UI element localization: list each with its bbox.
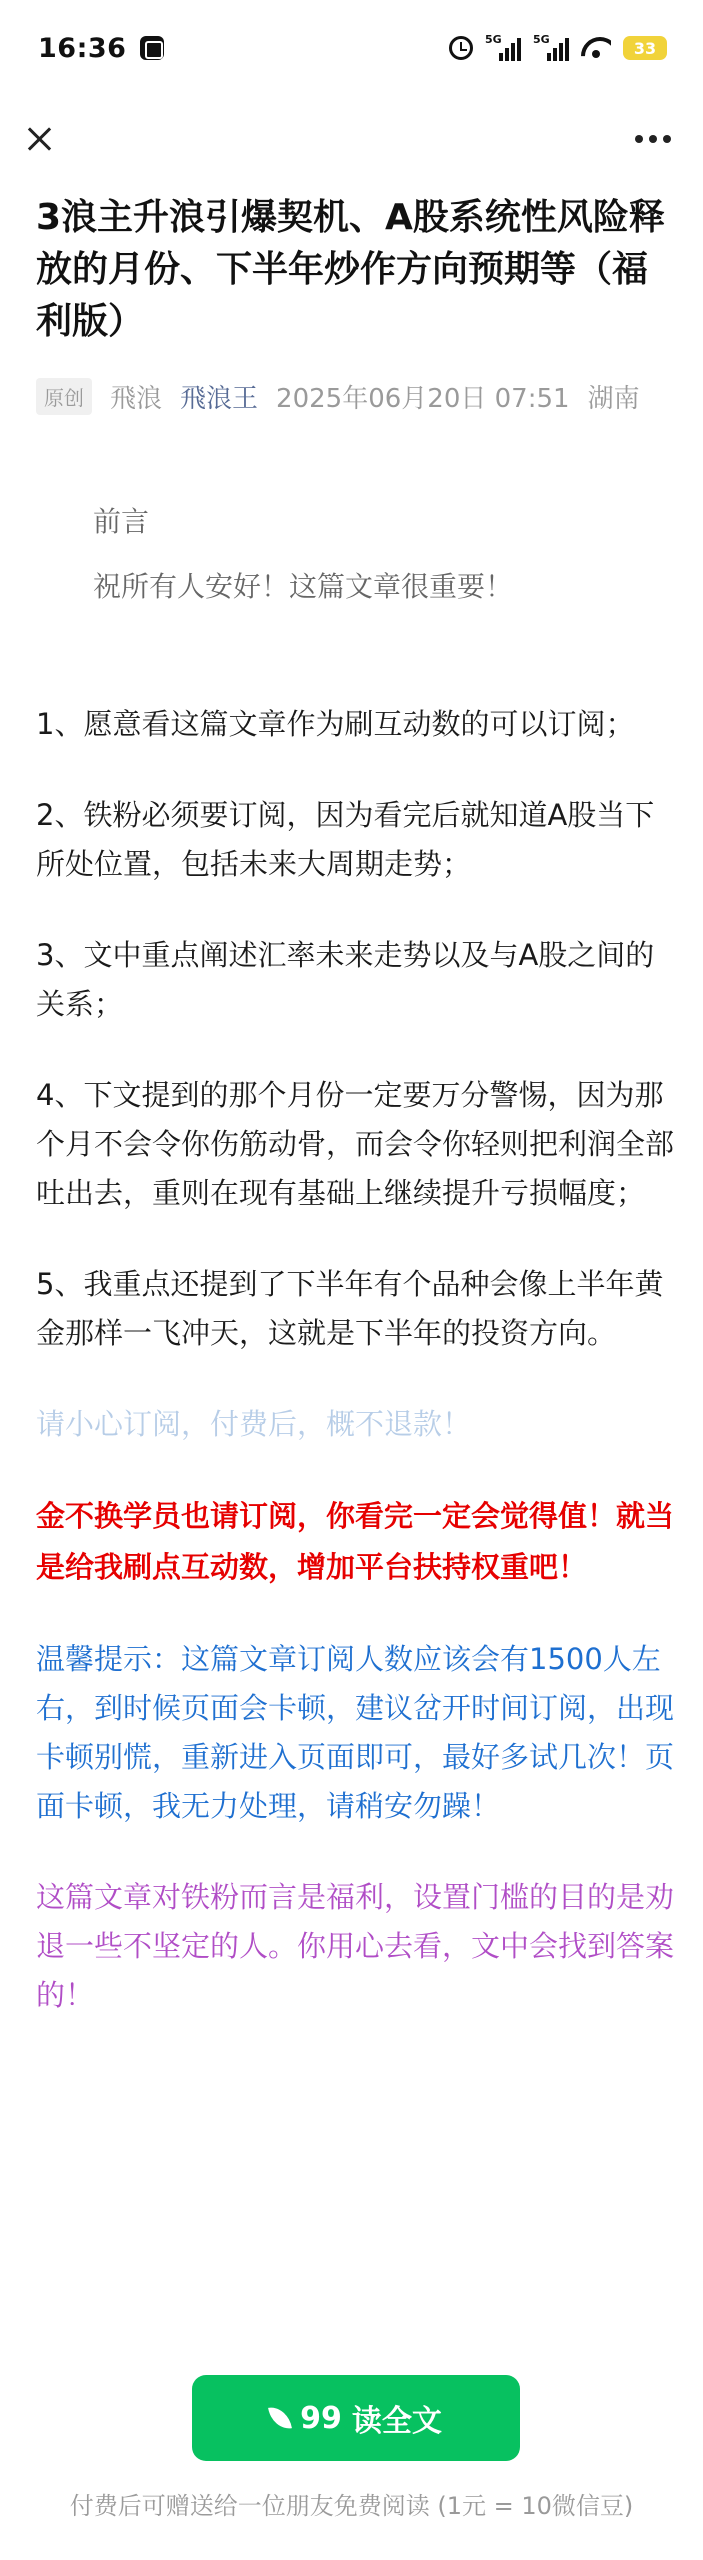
paragraph-3: 3、文中重点阐述汇率未来走势以及与A股之间的关系； <box>36 938 655 1021</box>
paragraph-2: 2、铁粉必须要订阅，因为看完后就知道A股当下所处位置，包括未来大周期走势； <box>36 798 655 881</box>
author-name: 飛浪 <box>110 384 163 414</box>
read-button-label: 读全文 <box>351 2404 442 2439</box>
original-badge: 原创 <box>36 378 92 415</box>
paragraph-4: 4、下文提到的那个月份一定要万分警惕，因为那个月不会令你伤筋动骨，而会令你轻则把利润全部吐出去，重则在现有基础上继续提升亏损幅度； <box>36 1078 675 1210</box>
benefit-notice: 这篇文章对铁粉而言是福利，设置门槛的目的是劝退一些不坚定的人。你用心去看，文中会找到答案的！ <box>36 1880 675 2012</box>
status-time: 16:36 <box>38 32 127 64</box>
subscribe-notice: 金不换学员也请订阅，你看完一定会觉得值！就当是给我刷点互动数，增加平台扶持权重吧！ <box>36 1499 675 1584</box>
close-icon[interactable] <box>24 124 54 154</box>
read-full-article-button[interactable] <box>192 2375 520 2461</box>
alarm-icon <box>449 36 473 60</box>
tip-notice: 温馨提示：这篇文章订阅人数应该会有1500人左右，到时候页面会卡顿，建议岔开时间订阅，出现卡顿别慌，重新进入页面即可，最好多试几次！页面卡顿，我无力处理，请稍安勿躁！ <box>36 1642 675 1823</box>
price-label: 99 <box>300 2400 342 2436</box>
refund-notice: 请小心订阅，付费后，概不退款！ <box>36 1407 472 1441</box>
article-body <box>36 700 676 2062</box>
paragraph-5: 5、我重点还提到了下半年有个品种会像上半年黄金那样一飞冲天，这就是下半年的投资方向。 <box>36 1267 664 1350</box>
gift-note: 付费后可赠送给一位朋友免费阅读 (1元 = 10微信豆) <box>69 2492 634 2520</box>
preface <box>93 500 653 609</box>
article-meta <box>36 378 676 415</box>
wifi-icon <box>581 37 611 59</box>
battery-indicator: 33 <box>623 36 667 60</box>
cell-signal-icon <box>485 35 521 61</box>
article-title: 3浪主升浪引爆契机、A股系统性风险释放的月份、下半年炒作方向预期等（福利版） <box>36 197 665 342</box>
app-notification-icon <box>140 36 164 60</box>
nav-bar <box>0 96 703 182</box>
status-bar <box>0 0 703 96</box>
publish-datetime: 2025年06月20日 07:51 <box>276 384 570 414</box>
publish-location: 湖南 <box>587 384 640 414</box>
preface-heading: 前言 <box>93 505 150 538</box>
signal-label-2: 5G <box>533 33 550 46</box>
wechat-bean-icon <box>268 2404 292 2431</box>
more-options-icon[interactable] <box>635 125 671 153</box>
signal-label: 5G <box>485 33 502 46</box>
preface-text: 祝所有人安好！这篇文章很重要！ <box>93 570 514 603</box>
status-left <box>38 33 164 64</box>
account-link[interactable]: 飛浪王 <box>180 384 259 414</box>
paragraph-1: 1、愿意看这篇文章作为刷互动数的可以订阅； <box>36 707 635 741</box>
status-right <box>449 35 667 61</box>
cell-signal-icon-2 <box>533 35 569 61</box>
